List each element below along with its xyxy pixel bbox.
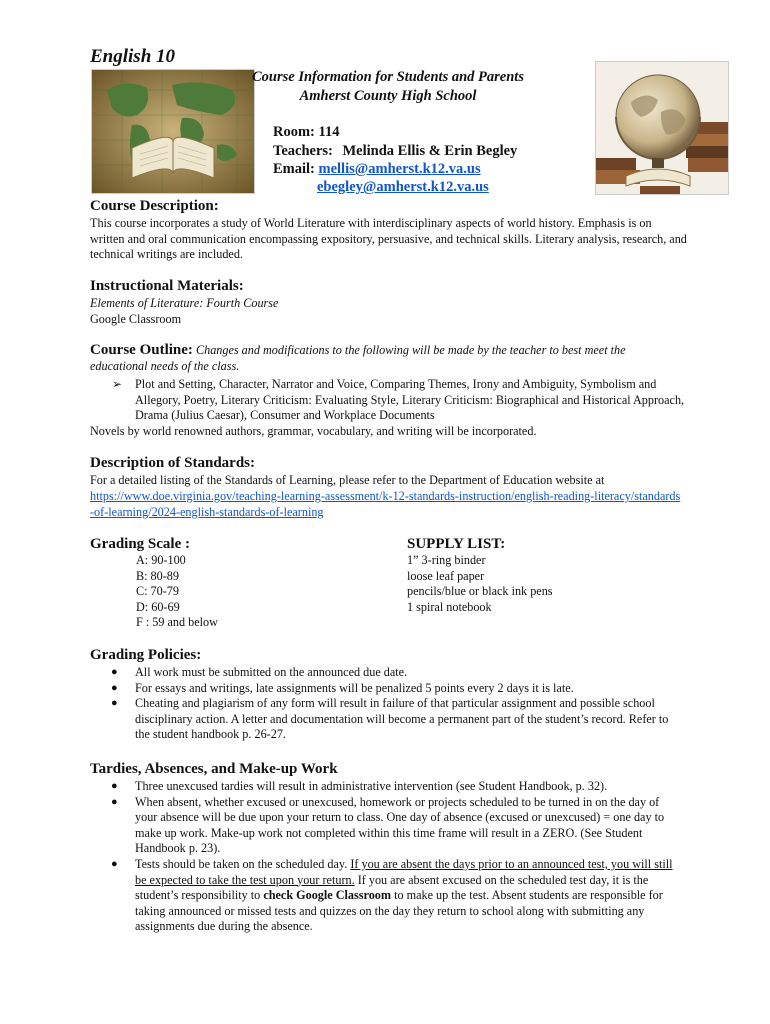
instructional-materials-heading: Instructional Materials:	[90, 278, 244, 294]
standards-heading: Description of Standards:	[90, 455, 256, 471]
email-info-2	[317, 179, 489, 196]
course-outline-note: Changes and modifications to the following will be made by the teacher to best meet the educational needs of the class.	[90, 343, 626, 373]
test-text-c: If you are absent excused on the scheduled test day, it is the student’s responsibility to	[135, 872, 649, 903]
supply-item: pencils/blue or black ink pens	[407, 584, 553, 599]
bullet-icon: ●	[111, 681, 118, 694]
open-book-map-image	[91, 69, 255, 194]
subtitle-line-2: Amherst County High School	[299, 88, 477, 104]
grading-policies-list	[90, 665, 684, 743]
check-google-classroom-text: check Google Classroom	[263, 888, 392, 903]
list-item	[90, 795, 684, 857]
grade-a: A: 90-100	[136, 553, 186, 567]
test-text-a: Tests should be taken on the scheduled day.	[135, 856, 348, 871]
grade-c: C: 70-79	[136, 584, 179, 599]
tardies-heading: Tardies, Absences, and Make-up Work	[90, 761, 338, 777]
email-link-begley[interactable]: ebegley@amherst.k12.va.us	[317, 179, 489, 195]
grading-scale-list	[136, 553, 218, 631]
bullet-icon: ●	[111, 795, 118, 808]
textbook-title: Elements of Literature: Fourth Course	[90, 296, 279, 310]
room-info: Room: 114	[273, 124, 340, 140]
globe-books-image	[595, 61, 729, 195]
list-item	[90, 377, 690, 424]
grade-b: B: 80-89	[136, 568, 179, 583]
tardy-text: Three unexcused tardies will result in administrative intervention (see Student Handbook, p. 32).	[135, 779, 608, 793]
grading-policies-heading: Grading Policies:	[90, 647, 202, 663]
policy-text: For essays and writings, late assignments will be penalized 5 points every 2 days it is late.	[135, 680, 574, 695]
supply-item: loose leaf paper	[407, 568, 485, 583]
list-item	[90, 665, 684, 681]
bullet-icon: ●	[111, 857, 118, 870]
test-text-underlined: If you are absent the days prior to an announced test, you will still be expected to take the test upon your return.	[135, 856, 673, 887]
subtitle-line-1: Course Information for Students and Parents	[252, 69, 524, 85]
course-outline-block	[90, 343, 680, 374]
teachers-info	[273, 143, 517, 160]
list-item	[90, 779, 684, 795]
course-outline-footer: Novels by world renowned authors, grammar, vocabulary, and writing will be incorporated.	[90, 424, 537, 438]
standards-text: For a detailed listing of the Standards of Learning, please refer to the Department of Education website at	[90, 473, 605, 487]
test-text-e: to make up the test. Absent students are responsible for taking announced or missed tests and quizzes on the day they return to school along with submitting any assignments due during the absence.	[135, 888, 663, 934]
list-item	[90, 696, 684, 743]
email-info	[273, 161, 481, 178]
bullet-icon: ●	[111, 780, 118, 792]
bullet-icon: ●	[111, 697, 118, 710]
tardies-list	[90, 779, 684, 935]
email-label: Email:	[273, 161, 315, 177]
page-title: English 10	[90, 46, 176, 67]
email-link-ellis[interactable]: mellis@amherst.k12.va.us	[318, 161, 481, 177]
grade-d: D: 60-69	[136, 599, 180, 614]
arrow-bullet-icon: ➢	[112, 377, 123, 391]
teachers-label: Teachers:	[273, 143, 333, 159]
course-description-heading: Course Description:	[90, 198, 219, 214]
grading-scale-heading: Grading Scale :	[90, 536, 190, 552]
bullet-icon: ●	[111, 666, 118, 678]
absence-text: When absent, whether excused or unexcused, homework or projects scheduled to be turned in on the day of your absence will be due upon your return to class. One day of absence (excused or unexcused) = one day to make up work. Make-up work not completed within this time frame will result in a ZERO. (See Student Handbook p. 23).	[135, 794, 665, 856]
google-classroom-text: Google Classroom	[90, 312, 182, 326]
grade-f: F : 59 and below	[136, 615, 218, 630]
supply-list-heading: SUPPLY LIST:	[407, 536, 506, 552]
teachers-names: Melinda Ellis & Erin Begley	[342, 143, 518, 159]
outline-topics: Plot and Setting, Character, Narrator and Voice, Comparing Themes, Irony and Ambiguity, Symbolism and Allegory, Poetry, Literary Criticism: Evaluating Style, Literary Criticism: Biographical and Historical Approach, Drama (Julius Caesar), Consumer and Workplace Documents	[135, 377, 685, 423]
supply-list	[407, 553, 553, 615]
policy-text: All work must be submitted on the announced due date.	[135, 665, 408, 679]
policy-text: Cheating and plagiarism of any form will result in failure of that particular assignment and possible school disciplinary action. A letter and documentation will become a permanent part of the student’s record. Refer to the student handbook p. 26-27.	[135, 696, 669, 742]
course-outline-list	[90, 377, 690, 424]
list-item	[90, 857, 684, 935]
list-item	[90, 681, 684, 697]
course-outline-heading: Course Outline:	[90, 342, 193, 358]
standards-link[interactable]: https://www.doe.virginia.gov/teaching-learning-assessment/k-12-standards-instruction/english-reading-literacy/standards-of-learning/2024-english-standards-of-learning	[90, 489, 681, 519]
course-description-text: This course incorporates a study of World Literature with interdisciplinary aspects of world history. Emphasis is on written and oral communication encompassing expository, persuasive, and technical skills. Literary analysis, research, and technical writings are included.	[90, 216, 687, 262]
supply-item: 1” 3-ring binder	[407, 553, 486, 567]
supply-item: 1 spiral notebook	[407, 599, 492, 614]
